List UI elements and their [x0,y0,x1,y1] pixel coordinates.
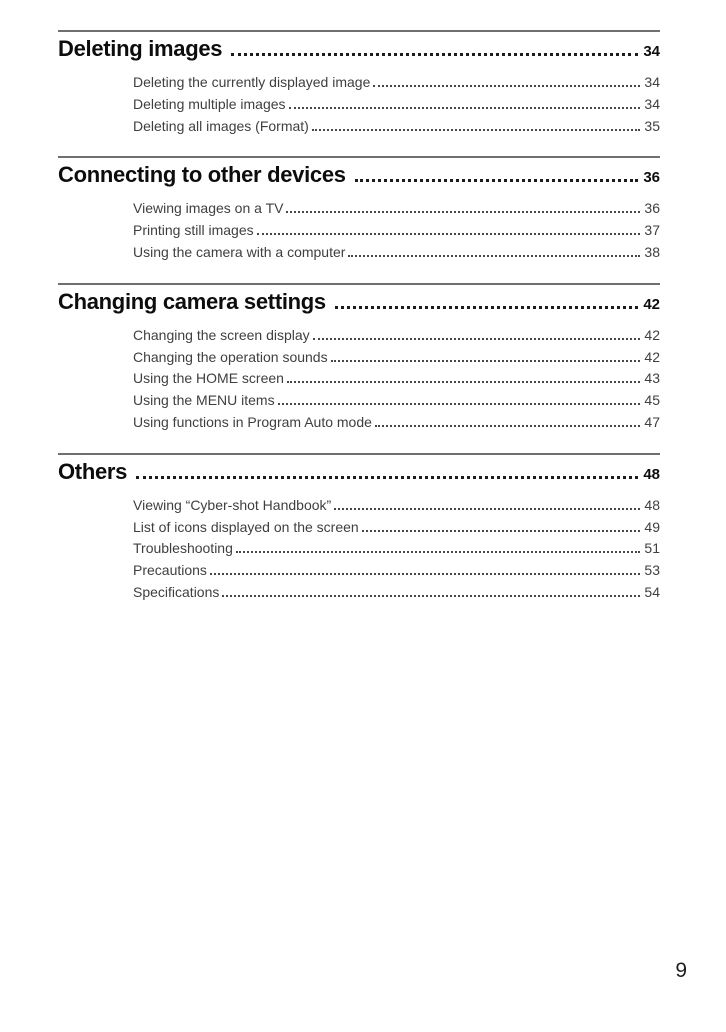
toc-entry-label: Using the MENU items [133,392,275,409]
toc-entry[interactable] [133,538,660,560]
toc-entry[interactable] [133,495,660,517]
toc-section [58,30,660,137]
toc-entry-label: Changing the operation sounds [133,348,328,365]
page-number: 9 [675,959,687,982]
toc-section-heading[interactable] [58,287,660,318]
toc-entry-page-number: 47 [644,413,660,430]
toc-entry[interactable] [133,347,660,369]
dot-leader [362,530,641,532]
dot-leader [231,53,638,56]
dot-leader [312,129,641,131]
dot-leader [335,306,638,309]
toc-entry-page-number: 42 [644,326,660,343]
toc-section-title: Others [58,458,128,484]
toc-entry[interactable] [133,412,660,434]
toc-entry-page-number: 35 [644,117,660,134]
toc-entry-page-number: 38 [644,243,660,260]
section-divider [58,283,660,285]
toc-section-page-number: 42 [643,295,660,313]
dot-leader [373,85,640,87]
toc-item-list [58,325,660,434]
toc-entry-page-number: 37 [644,222,660,239]
section-divider [58,453,660,455]
toc-entry[interactable] [133,72,660,94]
toc-entry[interactable] [133,390,660,412]
toc-entry-page-number: 48 [644,496,660,513]
toc-entry[interactable] [133,198,660,220]
dot-leader [375,425,641,427]
toc [58,30,660,623]
toc-entry-label: Printing still images [133,222,254,239]
toc-section-heading[interactable] [58,160,660,191]
dot-leader [331,360,641,362]
toc-entry-label: Deleting all images (Format) [133,117,309,134]
toc-entry-label: Using the camera with a computer [133,243,346,260]
toc-entry-page-number: 53 [644,562,660,579]
toc-section-heading[interactable] [58,34,660,65]
toc-section-title: Changing camera settings [58,288,326,314]
toc-section [58,453,660,604]
toc-item-list [58,495,660,604]
toc-entry-label: Viewing “Cyber-shot Handbook” [133,496,332,513]
dot-leader [348,255,640,257]
toc-entry-page-number: 43 [644,370,660,387]
dot-leader [289,107,641,109]
dot-leader [287,381,640,383]
toc-entry-page-number: 34 [644,95,660,112]
toc-entry[interactable] [133,560,660,582]
toc-entry-label: Deleting multiple images [133,95,286,112]
dot-leader [136,476,638,479]
toc-entry[interactable] [133,582,660,604]
toc-entry-page-number: 49 [644,518,660,535]
toc-item-list [58,198,660,263]
toc-entry[interactable] [133,94,660,116]
toc-section-page-number: 48 [643,465,660,483]
dot-leader [355,179,639,182]
toc-entry-label: Deleting the currently displayed image [133,74,371,90]
toc-entry-label: List of icons displayed on the screen [133,518,359,535]
toc-entry-page-number: 34 [644,74,660,90]
toc-section-heading[interactable] [58,457,660,488]
dot-leader [257,233,641,235]
toc-section-title: Deleting images [58,36,223,61]
toc-section-page-number: 36 [643,169,660,187]
toc-section-page-number: 34 [643,43,660,60]
dot-leader [222,595,640,597]
toc-entry-label: Viewing images on a TV [133,200,284,217]
toc-entry[interactable] [133,220,660,242]
toc-section [58,283,660,434]
toc-entry[interactable] [133,368,660,390]
toc-entry[interactable] [133,517,660,539]
toc-entry-label: Changing the screen display [133,326,310,343]
toc-entry-label: Using the HOME screen [133,370,284,387]
toc-section [58,156,660,263]
toc-entry-label: Precautions [133,562,207,579]
dot-leader [236,551,641,553]
dot-leader [278,403,641,405]
toc-entry-page-number: 54 [644,583,660,600]
toc-entry-page-number: 36 [644,200,660,217]
toc-entry-label: Specifications [133,583,220,600]
dot-leader [313,338,641,340]
dot-leader [210,573,640,575]
toc-section-title: Connecting to other devices [58,162,346,188]
toc-entry[interactable] [133,242,660,264]
toc-entry-page-number: 42 [644,348,660,365]
section-divider [58,30,660,32]
toc-entry-label: Using functions in Program Auto mode [133,413,372,430]
toc-item-list [58,72,660,137]
toc-entry[interactable] [133,325,660,347]
dot-leader [286,211,640,213]
toc-entry-page-number: 45 [644,392,660,409]
toc-entry-page-number: 51 [644,540,660,557]
toc-entry[interactable] [133,116,660,138]
section-divider [58,156,660,158]
toc-entry-label: Troubleshooting [133,540,233,557]
dot-leader [334,508,640,510]
